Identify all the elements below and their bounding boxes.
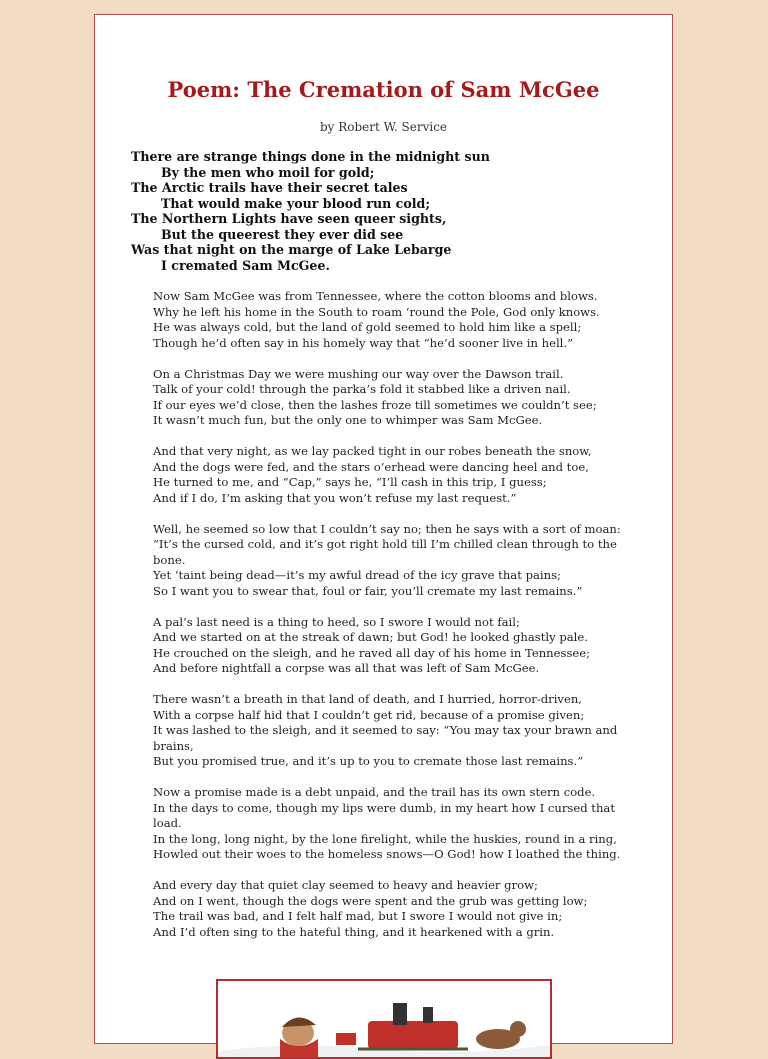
poem-line: And before nightfall a corpse was all that was left of Sam McGee.: [153, 661, 540, 675]
poem-line: He crouched on the sleigh, and he raved all day of his home in Tennessee;: [153, 645, 591, 660]
poem-line: He turned to me, and “Cap,” says he, “I’ll cash in this trip, I guess;: [153, 475, 547, 489]
poem-line: And I’d often sing to the hateful thing, and it hearkened with a grin.: [153, 924, 555, 939]
intro-line: The Northern Lights have seen queer sights,: [131, 211, 447, 226]
poem-line: And that very night, as we lay packed tight in our robes beneath the snow,: [153, 444, 592, 458]
poem-line: In the long, long night, by the lone firelight, while the huskies, round in a ring,: [153, 831, 617, 846]
poem-line: Well, he seemed so low that I couldn’t say no; then he says with a sort of moan:: [153, 521, 621, 536]
intro-line: But the queerest they ever did see: [161, 226, 404, 242]
poem-line: There wasn’t a breath in that land of death, and I hurried, horror-driven,: [153, 692, 582, 706]
stanza: [153, 692, 623, 770]
poem-line: He was always cold, but the land of gold seemed to hold him like a spell;: [153, 320, 582, 334]
poem-line: Yet ‘taint being dead—it’s my awful dread of the icy grave that pains;: [153, 568, 561, 582]
poem-line: Why he left his home in the South to roam ‘round the Pole, God only knows.: [153, 304, 600, 319]
intro-line: That would make your blood run cold;: [161, 195, 430, 211]
poem-line: And every day that quiet clay seemed to heavy and heavier grow;: [153, 878, 538, 892]
poem-line: Talk of your cold! through the parka’s fold it stabbed like a driven nail.: [153, 382, 571, 396]
intro-line: There are strange things done in the midnight sun: [131, 149, 490, 164]
poem-line: “It’s the cursed cold, and it’s got right hold till I’m chilled clean through to the bone.: [153, 537, 617, 567]
poem-line: If our eyes we’d close, then the lashes froze till sometimes we couldn’t see;: [153, 397, 597, 412]
illustration: [216, 979, 552, 1059]
stanza: [153, 785, 623, 863]
intro-line: I cremated Sam McGee.: [161, 257, 330, 273]
intro-line: The Arctic trails have their secret tales: [131, 180, 408, 195]
poem-line: A pal’s last need is a thing to heed, so I swore I would not fail;: [153, 614, 520, 629]
stanza: [153, 444, 623, 506]
stanza: [153, 289, 623, 351]
poem-line: It wasn’t much fun, but the only one to whimper was Sam McGee.: [153, 413, 543, 427]
poem-line: And the dogs were fed, and the stars o’erhead were dancing heel and toe,: [153, 459, 589, 474]
poem-line: The trail was bad, and I felt half mad, but I swore I would not give in;: [153, 909, 563, 923]
poem-line: With a corpse half hid that I couldn’t get rid, because of a promise given;: [153, 707, 585, 722]
poem-line: Now a promise made is a debt unpaid, and the trail has its own stern code.: [153, 785, 596, 799]
poem-title: Poem: The Cremation of Sam McGee: [167, 77, 600, 102]
intro-line: By the men who moil for gold;: [161, 164, 375, 180]
poem-line: So I want you to swear that, foul or fair, you’ll cremate my last remains.”: [153, 583, 583, 598]
intro-stanza: [131, 149, 651, 273]
poem-line: And if I do, I’m asking that you won’t refuse my last request.”: [153, 490, 517, 505]
poem-line: In the days to come, though my lips were dumb, in my heart how I cursed that load.: [153, 800, 615, 830]
stanza: [153, 878, 623, 940]
poem-line: It was lashed to the sleigh, and it seemed to say: “You may tax your brawn and brains,: [153, 723, 618, 753]
poem-body: [153, 289, 623, 956]
poem-line: But you promised true, and it’s up to you to cremate those last remains.”: [153, 754, 584, 768]
intro-line: Was that night on the marge of Lake Lebarge: [131, 242, 452, 257]
byline: by Robert W. Service: [319, 120, 448, 134]
poem-line: And we started on at the streak of dawn; but God! he looked ghastly pale.: [153, 630, 588, 644]
poem-line: And on I went, though the dogs were spent and the grub was getting low;: [153, 893, 588, 908]
poem-line: On a Christmas Day we were mushing our way over the Dawson trail.: [153, 366, 564, 381]
poem-line: Now Sam McGee was from Tennessee, where the cotton blooms and blows.: [153, 289, 598, 303]
stanza: [153, 522, 623, 600]
document-page: [94, 14, 673, 1044]
sled-illustration: [218, 981, 550, 1057]
stanza: [153, 615, 623, 677]
stanza: [153, 367, 623, 429]
poem-line: Howled out their woes to the homeless snows—O God! how I loathed the thing.: [153, 847, 621, 861]
poem-line: Though he’d often say in his homely way that “he’d sooner live in hell.”: [153, 335, 573, 350]
